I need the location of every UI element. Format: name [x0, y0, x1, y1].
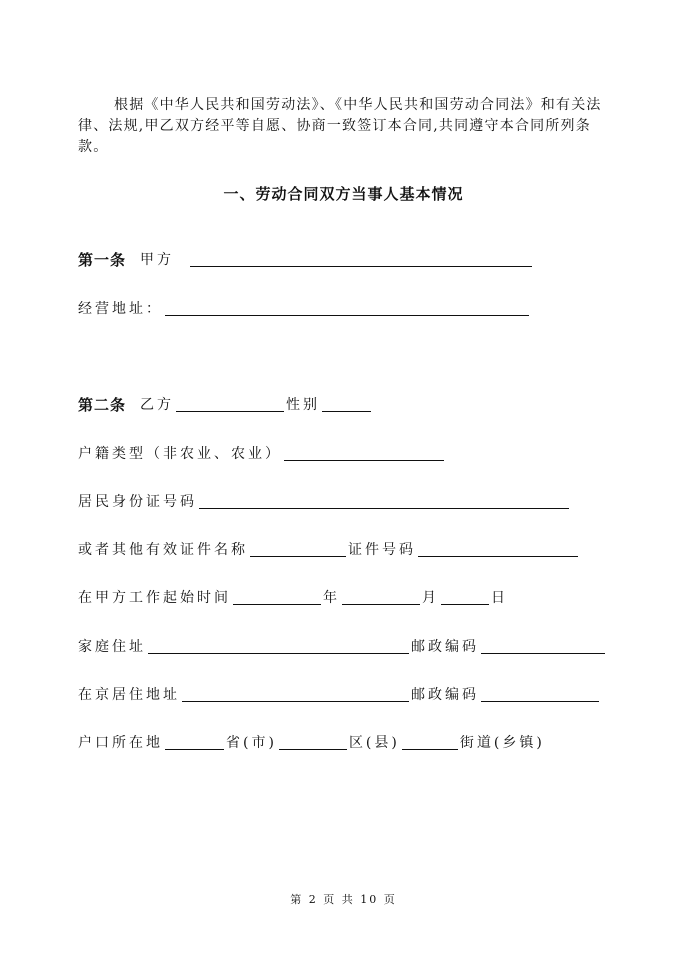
- start-date-label: 在甲方工作起始时间: [78, 590, 231, 606]
- home-address-label: 家庭住址: [78, 639, 146, 655]
- start-date-row: [78, 583, 508, 607]
- district-field[interactable]: [279, 731, 347, 750]
- beijing-address-label: 在京居住地址: [78, 687, 180, 703]
- id-number-field[interactable]: [199, 490, 569, 509]
- hukou-type-row: [78, 439, 446, 463]
- hukou-location-row: [78, 728, 545, 752]
- start-year-field[interactable]: [233, 586, 321, 605]
- beijing-address-field[interactable]: [182, 683, 409, 702]
- party-a-label: 甲方: [140, 252, 175, 268]
- hukou-type-label: 户籍类型（非农业、农业）: [78, 446, 282, 462]
- party-b-label: 乙方: [140, 397, 175, 413]
- section-heading: 一、劳动合同双方当事人基本情况: [223, 185, 464, 203]
- other-id-number-label: 证件号码: [348, 542, 416, 558]
- id-number-label: 居民身份证号码: [78, 494, 197, 510]
- article-2-title: 第二条: [78, 396, 127, 414]
- postcode2-field[interactable]: [481, 683, 599, 702]
- hukou-type-field[interactable]: [284, 442, 444, 461]
- home-address-row: [78, 632, 607, 656]
- province-label: 省(市): [226, 735, 277, 751]
- other-id-name-label: 或者其他有效证件名称: [78, 542, 248, 558]
- party-a-row: [78, 245, 534, 269]
- business-address-row: [78, 294, 531, 318]
- id-number-row: [78, 487, 571, 511]
- gender-field[interactable]: [322, 393, 371, 412]
- party-a-field[interactable]: [190, 248, 532, 267]
- day-label: 日: [491, 590, 508, 606]
- article-1-title: 第一条: [78, 251, 127, 269]
- business-address-field[interactable]: [165, 297, 529, 316]
- other-id-number-field[interactable]: [418, 538, 578, 557]
- party-b-name-field[interactable]: [176, 393, 284, 412]
- street-field[interactable]: [402, 731, 458, 750]
- month-label: 月: [422, 590, 439, 606]
- party-b-row: [78, 390, 373, 414]
- district-label: 区(县): [348, 735, 400, 751]
- gender-label: 性别: [286, 397, 321, 413]
- home-address-field[interactable]: [148, 635, 409, 654]
- hukou-location-label: 户口所在地: [78, 735, 163, 751]
- province-field[interactable]: [165, 731, 224, 750]
- page-number: 第 2 页 共 10 页: [290, 893, 397, 906]
- beijing-address-row: [78, 680, 601, 704]
- year-label: 年: [323, 590, 340, 606]
- other-id-row: [78, 535, 580, 559]
- start-month-field[interactable]: [342, 586, 420, 605]
- street-label: 街道(乡镇): [459, 735, 545, 751]
- business-address-label: 经营地址：: [78, 301, 163, 317]
- start-day-field[interactable]: [441, 586, 489, 605]
- intro-paragraph: 根据《中华人民共和国劳动法》、《中华人民共和国劳动合同法》和有关法律、法规,甲乙双方经平等自愿、协商一致签订本合同,共同遵守本合同所列条款。: [78, 97, 602, 155]
- postcode-field[interactable]: [481, 635, 605, 654]
- postcode2-label: 邮政编码: [411, 687, 479, 703]
- postcode-label: 邮政编码: [411, 639, 479, 655]
- other-id-name-field[interactable]: [250, 538, 346, 557]
